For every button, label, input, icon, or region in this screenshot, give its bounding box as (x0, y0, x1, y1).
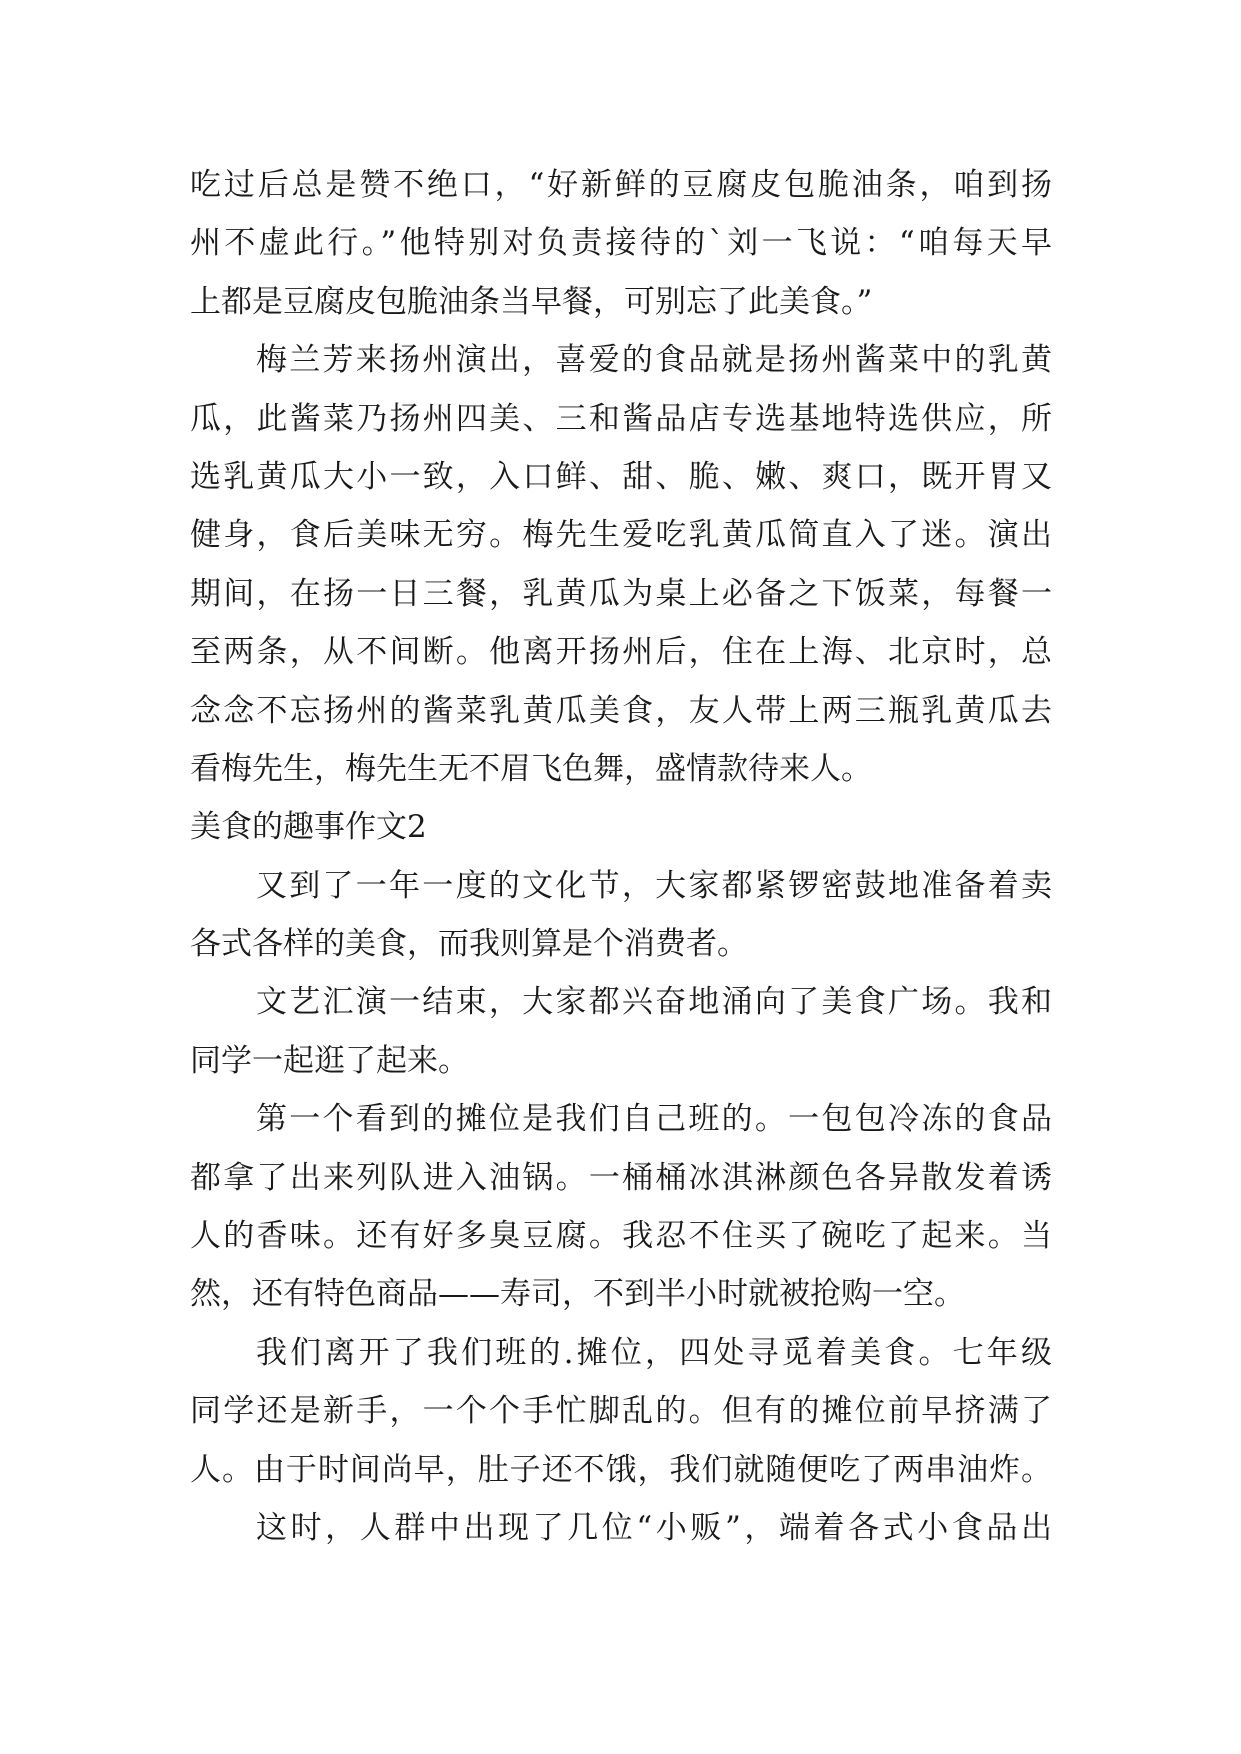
text-line: 上都是豆腐皮包脆油条当早餐，可别忘了此美食。” (190, 283, 873, 320)
text-line: 梅兰芳来扬州演出，喜爱的食品就是扬州酱菜中的乳黄 (256, 342, 1052, 379)
text-line: 这时，人群中出现了几位“小贩”，端着各式小食品出 (256, 1509, 1052, 1546)
text-line: 都拿了出来列队进入油锅。一桶桶冰淇淋颜色各异散发着诱 (190, 1159, 1052, 1196)
text-line: 同学还是新手，一个个手忙脚乱的。但有的摊位前早挤满了 (190, 1393, 1052, 1430)
text-line: 又到了一年一度的文化节，大家都紧锣密鼓地准备着卖 (256, 867, 1052, 904)
text-line: 各式各样的美食，而我则算是个消费者。 (190, 926, 748, 963)
text-line: 文艺汇演一结束，大家都兴奋地涌向了美食广场。我和 (256, 984, 1052, 1021)
text-line: 同学一起逛了起来。 (190, 1042, 469, 1079)
text-line: 瓜，此酱菜乃扬州四美、三和酱品店专选基地特选供应，所 (190, 400, 1052, 437)
text-line: 人的香味。还有好多臭豆腐。我忍不住买了碗吃了起来。当 (190, 1218, 1052, 1255)
text-line: 选乳黄瓜大小一致，入口鲜、甜、脆、嫩、爽口，既开胃又 (190, 458, 1052, 495)
document-body (190, 156, 1052, 1557)
text-line: 人。由于时间尚早，肚子还不饿，我们就随便吃了两串油炸。 (190, 1451, 1052, 1488)
text-line: 州不虚此行。”他特别对负责接待的`刘一飞说：“咱每天早 (190, 225, 1052, 262)
text-line: 第一个看到的摊位是我们自己班的。一包包冷冻的食品 (256, 1101, 1052, 1138)
text-line: 吃过后总是赞不绝口，“好新鲜的豆腐皮包脆油条，咱到扬 (190, 167, 1052, 203)
text-line: 然，还有特色商品——寿司，不到半小时就被抢购一空。 (190, 1276, 965, 1313)
text-line: 我们离开了我们班的.摊位，四处寻觅着美食。七年级 (256, 1334, 1052, 1371)
text-line: 至两条，从不间断。他离开扬州后，住在上海、北京时，总 (190, 634, 1052, 671)
text-line: 健身，食后美味无穷。梅先生爱吃乳黄瓜简直入了迷。演出 (190, 517, 1052, 554)
text-line: 看梅先生，梅先生无不眉飞色舞，盛情款待来人。 (190, 750, 872, 787)
text-line: 期间，在扬一日三餐，乳黄瓜为桌上必备之下饭菜，每餐一 (190, 575, 1052, 612)
section-heading: 美食的趣事作文2 (190, 809, 427, 846)
text-line: 念念不忘扬州的酱菜乳黄瓜美食，友人带上两三瓶乳黄瓜去 (190, 692, 1052, 729)
